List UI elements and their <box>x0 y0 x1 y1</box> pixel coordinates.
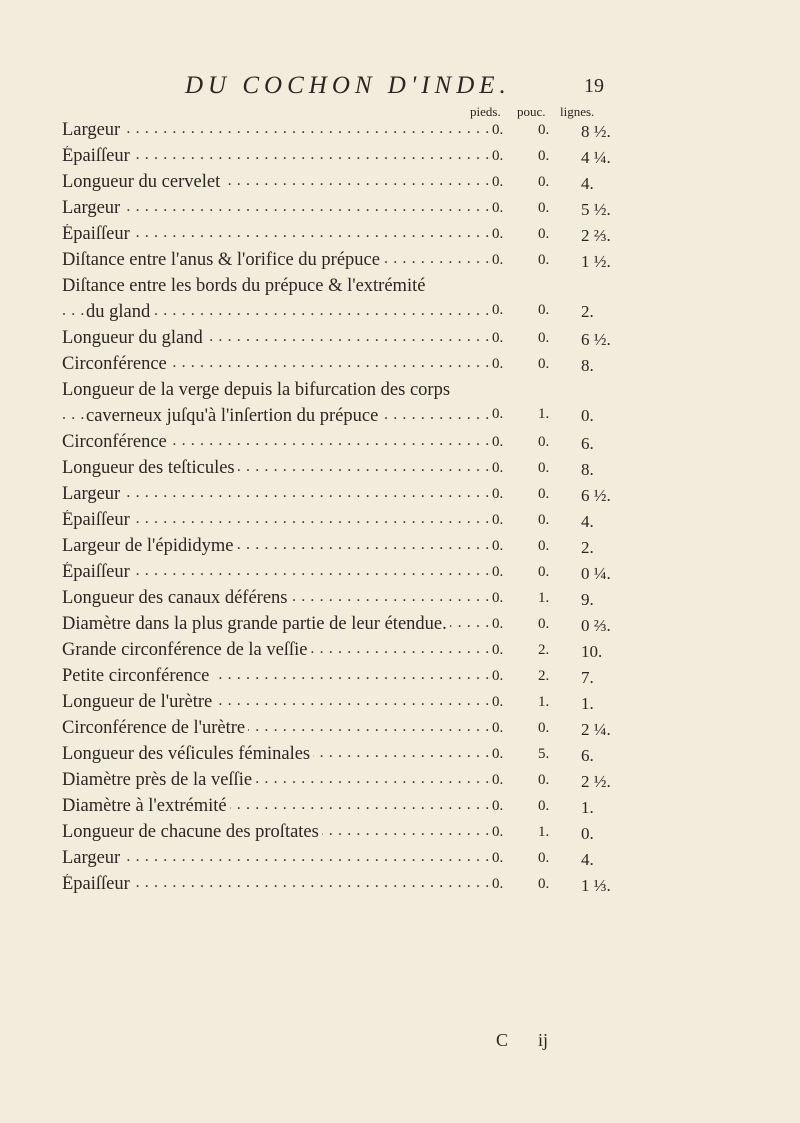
measurement-label <box>62 770 495 791</box>
value-lignes: 0. <box>581 824 594 843</box>
table-row <box>62 562 622 588</box>
measurement-label-text: Épaiſſeur <box>62 224 133 244</box>
table-row <box>62 848 622 874</box>
measurement-label <box>62 276 495 328</box>
value-pouces: 0. <box>538 148 550 164</box>
heading-pieds: pieds. <box>470 104 501 119</box>
value-pieds: 0. <box>492 174 504 190</box>
measurement-label <box>62 614 495 635</box>
measurement-label <box>62 354 495 375</box>
page-header <box>185 72 604 102</box>
value-pouces: 0. <box>538 512 550 528</box>
measurement-label-text: Longueur des teſticules <box>62 458 238 478</box>
value-pieds: 0. <box>492 564 504 580</box>
measurement-label <box>62 536 495 557</box>
table-row <box>62 328 622 354</box>
value-pouces: 0. <box>538 564 550 580</box>
value-lignes: 6 ½. <box>581 330 611 349</box>
value-pieds: 0. <box>492 876 504 892</box>
measurement-label <box>62 380 495 432</box>
measurement-label <box>62 848 495 869</box>
value-lignes: 7. <box>581 668 594 687</box>
value-pouces: 0. <box>538 616 550 632</box>
measurement-label-text: Diamètre près de la veſſie <box>62 770 255 790</box>
measurement-label-text: Longueur de l'urètre <box>62 692 215 712</box>
measurement-label-text: Longueur des canaux déférens <box>62 588 291 608</box>
measurement-label-text: Diamètre à l'extrémité <box>62 796 230 816</box>
measurement-table <box>62 120 622 900</box>
value-pouces: 1. <box>538 694 550 710</box>
signature-letter: C <box>496 1030 509 1050</box>
value-lignes: 0 ⅔. <box>581 616 611 635</box>
table-row <box>62 744 622 770</box>
signature-number: ij <box>538 1030 549 1050</box>
table-row <box>62 354 622 380</box>
table-row <box>62 146 622 172</box>
value-pieds: 0. <box>492 850 504 866</box>
measurement-label-text: Largeur <box>62 484 123 504</box>
value-pieds: 0. <box>492 720 504 736</box>
table-row <box>62 276 622 328</box>
value-lignes: 0. <box>581 406 594 425</box>
value-pouces: 1. <box>538 590 550 606</box>
measurement-label-text: Épaiſſeur <box>62 874 133 894</box>
value-lignes: 2. <box>581 538 594 557</box>
value-pieds: 0. <box>492 302 504 318</box>
measurement-label-text: Largeur <box>62 848 123 868</box>
value-pieds: 0. <box>492 512 504 528</box>
table-row <box>62 770 622 796</box>
value-pouces: 0. <box>538 302 550 318</box>
measurement-label-line2: caverneux juſqu'à l'inſertion du prépuce <box>86 406 381 427</box>
table-row <box>62 822 622 848</box>
value-pieds: 0. <box>492 616 504 632</box>
table-row <box>62 536 622 562</box>
measurement-label-text: Longueur du gland <box>62 328 206 348</box>
table-row <box>62 224 622 250</box>
value-pieds: 0. <box>492 642 504 658</box>
table-row <box>62 692 622 718</box>
value-pieds: 0. <box>492 486 504 502</box>
measurement-label <box>62 640 495 661</box>
table-row <box>62 666 622 692</box>
value-lignes: 4. <box>581 850 594 869</box>
measurement-label-text: Longueur de chacune des proſtates <box>62 822 322 842</box>
measurement-label <box>62 224 495 245</box>
measurement-label <box>62 120 495 141</box>
value-pouces: 0. <box>538 772 550 788</box>
value-pieds: 0. <box>492 590 504 606</box>
signature-mark <box>490 1030 610 1054</box>
value-lignes: 0 ¼. <box>581 564 611 583</box>
value-pieds: 0. <box>492 122 504 138</box>
measurement-label <box>62 328 495 349</box>
table-row <box>62 198 622 224</box>
measurement-label <box>62 562 495 583</box>
measurement-label-line2: du gland <box>86 302 153 323</box>
measurement-label-text: Largeur <box>62 198 123 218</box>
value-pouces: 0. <box>538 850 550 866</box>
table-row <box>62 458 622 484</box>
table-row <box>62 250 622 276</box>
value-pouces: 0. <box>538 252 550 268</box>
value-pouces: 0. <box>538 720 550 736</box>
measurement-label <box>62 510 495 531</box>
measurement-label-text: Circonférence de l'urètre <box>62 718 248 738</box>
heading-pouces: pouc. <box>517 104 546 119</box>
value-pieds: 0. <box>492 746 504 762</box>
value-lignes: 8 ½. <box>581 122 611 141</box>
measurement-label-text: Circonférence <box>62 432 170 452</box>
value-lignes: 5 ½. <box>581 200 611 219</box>
value-pieds: 0. <box>492 356 504 372</box>
value-pieds: 0. <box>492 798 504 814</box>
value-pouces: 0. <box>538 486 550 502</box>
value-pieds: 0. <box>492 226 504 242</box>
measurement-label <box>62 172 495 193</box>
value-lignes: 1. <box>581 798 594 817</box>
table-row <box>62 120 622 146</box>
measurement-label <box>62 718 495 739</box>
value-lignes: 4 ¼. <box>581 148 611 167</box>
value-pieds: 0. <box>492 460 504 476</box>
value-lignes: 2. <box>581 302 594 321</box>
table-row <box>62 380 622 432</box>
value-lignes: 1 ½. <box>581 252 611 271</box>
measurement-label-text: Grande circonférence de la veſſie <box>62 640 311 660</box>
value-pouces: 0. <box>538 434 550 450</box>
measurement-label <box>62 432 495 453</box>
measurement-label-text: Longueur des véſicules féminales <box>62 744 313 764</box>
value-lignes: 1. <box>581 694 594 713</box>
value-pouces: 0. <box>538 174 550 190</box>
value-lignes: 10. <box>581 642 603 661</box>
value-lignes: 6. <box>581 746 594 765</box>
measurement-label <box>62 666 495 687</box>
measurement-label <box>62 146 495 167</box>
measurement-label <box>62 796 495 817</box>
table-row <box>62 588 622 614</box>
table-row <box>62 510 622 536</box>
measurement-label-text: Épaiſſeur <box>62 510 133 530</box>
measurement-label <box>62 458 495 479</box>
page-number: 19 <box>584 75 604 97</box>
table-row <box>62 796 622 822</box>
measurement-label <box>62 198 495 219</box>
table-row <box>62 484 622 510</box>
running-title: DU COCHON D'INDE. <box>185 72 511 99</box>
value-pieds: 0. <box>492 148 504 164</box>
value-pieds: 0. <box>492 252 504 268</box>
measurement-label-text: Diſtance entre l'anus & l'orifice du prépuce <box>62 250 383 270</box>
value-pouces: 0. <box>538 538 550 554</box>
value-lignes: 1 ⅓. <box>581 876 611 895</box>
value-pouces: 2. <box>538 668 550 684</box>
table-row <box>62 614 622 640</box>
value-lignes: 6. <box>581 434 594 453</box>
value-lignes: 4. <box>581 512 594 531</box>
value-pouces: 0. <box>538 798 550 814</box>
value-lignes: 8. <box>581 356 594 375</box>
value-pieds: 0. <box>492 538 504 554</box>
value-pouces: 2. <box>538 642 550 658</box>
value-pouces: 0. <box>538 356 550 372</box>
value-lignes: 6 ½. <box>581 486 611 505</box>
measurement-label-line1: Longueur de la verge depuis la bifurcation des corps <box>62 380 495 401</box>
value-lignes: 9. <box>581 590 594 609</box>
measurement-label <box>62 250 495 271</box>
table-row <box>62 640 622 666</box>
value-pieds: 0. <box>492 668 504 684</box>
value-lignes: 4. <box>581 174 594 193</box>
measurement-label-text: Petite circonférence <box>62 666 212 686</box>
value-pieds: 0. <box>492 330 504 346</box>
measurement-label-text: Largeur <box>62 120 123 140</box>
value-lignes: 2 ¼. <box>581 720 611 739</box>
value-lignes: 2 ⅔. <box>581 226 611 245</box>
measurement-label <box>62 744 495 765</box>
value-pieds: 0. <box>492 772 504 788</box>
value-lignes: 2 ½. <box>581 772 611 791</box>
value-lignes: 8. <box>581 460 594 479</box>
value-pouces: 5. <box>538 746 550 762</box>
measurement-label-text: Épaiſſeur <box>62 146 133 166</box>
measurement-label-text: Longueur du cervelet <box>62 172 223 192</box>
value-pouces: 0. <box>538 876 550 892</box>
value-pouces: 0. <box>538 460 550 476</box>
measurement-label-text: Épaiſſeur <box>62 562 133 582</box>
value-pieds: 0. <box>492 434 504 450</box>
measurement-label <box>62 692 495 713</box>
value-pieds: 0. <box>492 406 504 422</box>
value-pouces: 0. <box>538 200 550 216</box>
measurement-label-line1: Diſtance entre les bords du prépuce & l'extrémité <box>62 276 495 297</box>
value-pouces: 1. <box>538 824 550 840</box>
value-pouces: 0. <box>538 226 550 242</box>
measurement-label <box>62 874 495 895</box>
measurement-label-text: Circonférence <box>62 354 170 374</box>
measurement-label-text: Diamètre dans la plus grande partie de leur étendue. <box>62 614 450 634</box>
table-row <box>62 172 622 198</box>
measurement-label-text: Largeur de l'épididyme <box>62 536 237 556</box>
value-pouces: 0. <box>538 330 550 346</box>
value-pouces: 1. <box>538 406 550 422</box>
value-pieds: 0. <box>492 824 504 840</box>
value-pouces: 0. <box>538 122 550 138</box>
measurement-label <box>62 822 495 843</box>
measurement-label <box>62 588 495 609</box>
value-pieds: 0. <box>492 200 504 216</box>
measurement-label <box>62 484 495 505</box>
table-row <box>62 432 622 458</box>
heading-lignes: lignes. <box>560 104 595 119</box>
value-pieds: 0. <box>492 694 504 710</box>
table-row <box>62 718 622 744</box>
table-row <box>62 874 622 900</box>
